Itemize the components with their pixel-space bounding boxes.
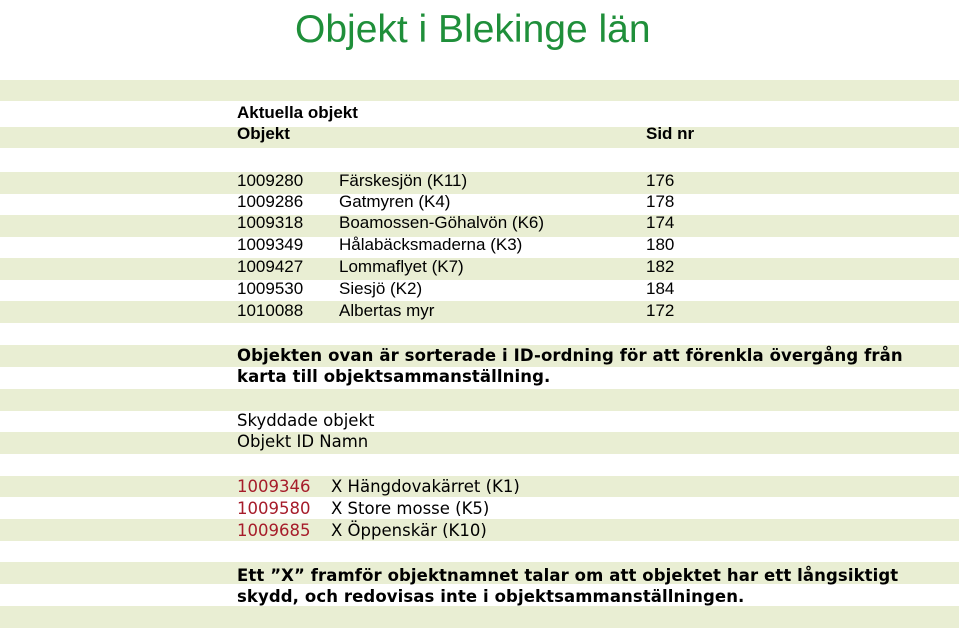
- stripe: [0, 127, 959, 148]
- stripe: [0, 432, 959, 454]
- sorting-note: karta till objektsammanställning.: [237, 367, 551, 386]
- object-page: 182: [646, 257, 675, 276]
- object-name: Hålabäcksmaderna (K3): [339, 235, 523, 254]
- sorting-note: Objekten ovan är sorterade i ID-ordning för att förenkla övergång från: [237, 346, 903, 365]
- object-name: Lommaflyet (K7): [339, 257, 464, 276]
- protected-object-id: 1009685: [237, 521, 311, 540]
- object-page: 178: [646, 192, 675, 211]
- object-id: 1009349: [237, 235, 304, 254]
- object-page: 176: [646, 171, 675, 190]
- protected-object-id: 1009580: [237, 499, 311, 518]
- object-name: Färskesjön (K11): [339, 171, 468, 190]
- stripe: [0, 389, 959, 411]
- column-header-page: Sid nr: [646, 124, 695, 143]
- object-page: 172: [646, 301, 675, 320]
- current-objects-heading: Aktuella objekt: [237, 103, 358, 122]
- object-id: 1009286: [237, 192, 304, 211]
- object-id: 1009427: [237, 257, 304, 276]
- protection-note: Ett ”X” framför objektnamnet talar om att objektet har ett långsiktigt: [237, 566, 899, 585]
- object-name: Boamossen-Göhalvön (K6): [339, 213, 545, 232]
- object-name: Gatmyren (K4): [339, 192, 451, 211]
- stripe: [0, 606, 959, 628]
- stripe: [0, 80, 959, 101]
- protected-object-name: X Hängdovakärret (K1): [331, 477, 520, 496]
- object-id: 1010088: [237, 301, 304, 320]
- protected-object-name: X Öppenskär (K10): [331, 521, 487, 540]
- page-title: Objekt i Blekinge län: [295, 8, 651, 51]
- stripe: [0, 301, 959, 323]
- column-header-object: Objekt: [237, 124, 290, 143]
- stripe: [0, 258, 959, 280]
- object-page: 174: [646, 213, 675, 232]
- object-name: Albertas myr: [339, 301, 435, 320]
- protected-object-id: 1009346: [237, 477, 311, 496]
- protection-note: skydd, och redovisas inte i objektsammanställningen.: [237, 587, 745, 606]
- object-page: 180: [646, 235, 675, 254]
- object-id: 1009318: [237, 213, 304, 232]
- protected-column-headers: Objekt ID Namn: [237, 432, 369, 451]
- object-name: Siesjö (K2): [339, 279, 423, 298]
- object-page: 184: [646, 279, 675, 298]
- object-id: 1009530: [237, 279, 304, 298]
- object-id: 1009280: [237, 171, 304, 190]
- protected-objects-heading: Skyddade objekt: [237, 411, 375, 430]
- stripe: [0, 172, 959, 194]
- protected-object-name: X Store mosse (K5): [331, 499, 490, 518]
